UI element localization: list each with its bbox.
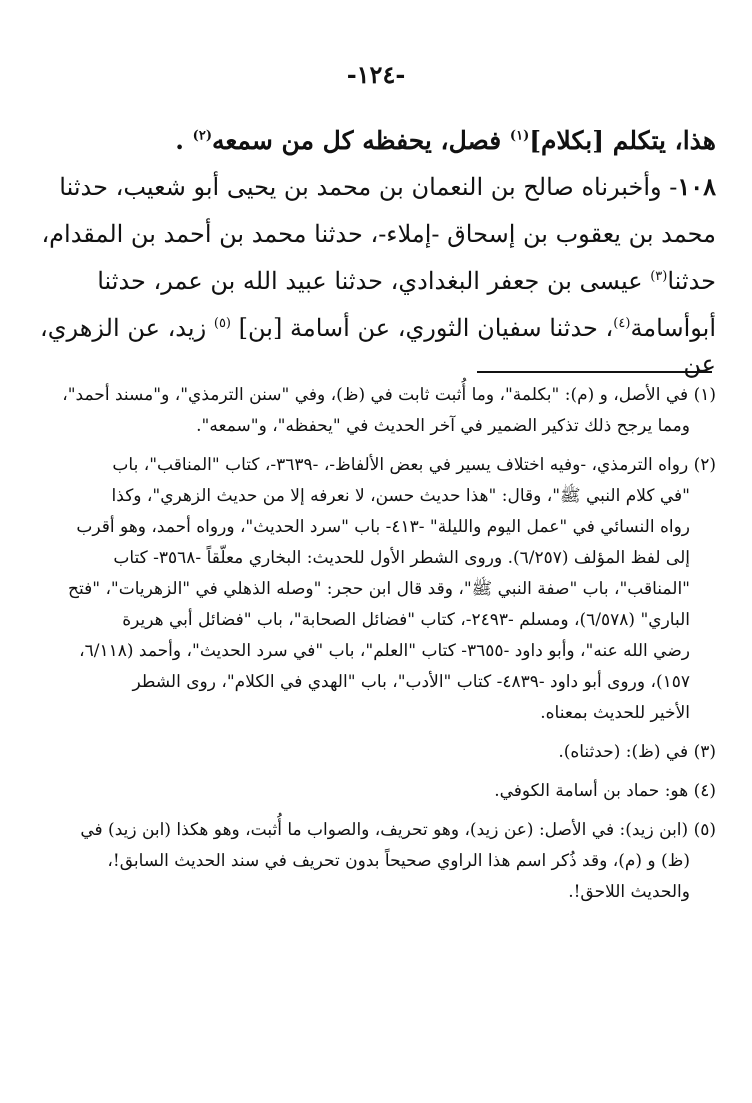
footnote-ref[interactable]: (١) — [509, 128, 530, 144]
footnote-2 — [40, 454, 716, 733]
footnote-line: "المناقب"، باب "صفة النبي ﷺ"، وقد قال ابن حجر: "وصله الذهلي في "الزهريات"، "فتح — [67, 579, 690, 599]
footnote-5 — [40, 819, 716, 912]
footnote-ref[interactable]: (٢) — [192, 128, 212, 144]
hadith-line — [40, 169, 716, 216]
hadith-text: - وأخبرناه صالح بن النعمان بن محمد بن يحيى أبو شعيب، حدثنا — [59, 173, 678, 201]
hadith-text: ، حدثنا سفيان الثوري، عن أسامة [بن] — [238, 314, 614, 342]
heading-text-2: فصل، يحفظه كل من سمعه — [211, 126, 502, 155]
heading-end: . — [175, 126, 184, 155]
footnote-ref[interactable]: (٥) — [213, 316, 231, 331]
footnote-3 — [40, 741, 716, 772]
footnote-line: رواه النسائي في "عمل اليوم والليلة" -٤١٣- باب "سرد الحديث"، ورواه أحمد، وهو أقرب — [76, 517, 690, 537]
footnote-line: رضي الله عنه"، وأبو داود -٣٦٥٥- كتاب "العلم"، باب "في سرد الحديث"، وأحمد (٦/١١٨، — [79, 641, 690, 661]
footnotes — [40, 384, 716, 920]
heading-text: هذا، يتكلم [بكلام] — [529, 126, 716, 155]
footnote-1 — [40, 384, 716, 446]
footnote-line: "في كلام النبي ﷺ"، وقال: "هذا حديث حسن، لا نعرفه إلا من حديث الزهري"، وكذا — [111, 486, 690, 506]
footnote-line: ١٥٧)، وروى أبو داود -٤٨٣٩- كتاب "الأدب"، باب "الهدي في الكلام"، روى الشطر — [132, 672, 690, 692]
footnote-line: الباري" (٦/٥٧٨)، ومسلم -٢٤٩٣-، كتاب "فضائل الصحابة"، باب "فضائل أبي هريرة — [122, 610, 690, 630]
hadith-line — [40, 263, 716, 310]
hadith-line: محمد بن يعقوب بن إسحاق -إملاء-، حدثنا محمد بن أحمد بن المقدام، — [41, 220, 716, 248]
hadith-line — [40, 310, 716, 378]
footnote-4 — [40, 780, 716, 811]
footnote-line: إلى لفظ المؤلف (٦/٢٥٧). وروى الشطر الأول للحديث: البخاري معلّقاً -٣٥٦٨- كتاب — [113, 548, 690, 568]
hadith-number: ١٠٨ — [677, 172, 716, 201]
main-text — [40, 122, 716, 378]
footnote-ref[interactable]: (٣) — [650, 269, 668, 284]
hadith-text: عيسى بن جعفر البغدادي، حدثنا عبيد الله بن عمر، حدثنا — [97, 267, 643, 295]
footnote-line: (١) في الأصل، و (م): "بكلمة"، وما أُثبت ثابت في (ظ)، وفي "سنن الترمذي"، و"مسند أحمد"، — [62, 385, 716, 405]
footnote-line: والحديث اللاحق!. — [568, 882, 690, 902]
footnote-line: (٥) (ابن زيد): في الأصل: (عن زيد)، وهو تحريف، والصواب ما أُثبت، وهو هكذا (ابن زيد) في — [80, 820, 716, 840]
hadith-text: أبوأسامة — [630, 314, 716, 342]
footnote-line: (٣) في (ظ): (حدثناه). — [558, 742, 716, 762]
hadith-text: حدثنا — [667, 267, 716, 295]
page-number: -١٢٤- — [346, 60, 406, 89]
hadith-text: زيد، عن الزهري، عن — [40, 314, 716, 378]
footnote-line: (٤) هو: حماد بن أسامة الكوفي. — [494, 781, 716, 801]
footnote-line: الأخير للحديث بمعناه. — [540, 703, 690, 723]
footnote-ref[interactable]: (٤) — [613, 316, 631, 331]
footnote-line: ومما يرجح ذلك تذكير الضمير في آخر الحديث في "يحفظه"، و"سمعه". — [196, 416, 690, 436]
footnote-line: (ظ) و (م)، وقد ذُكر اسم هذا الراوي صحيحاً بدون تحريف في سند الحديث السابق!، — [107, 851, 690, 871]
footnote-divider — [477, 371, 712, 373]
footnote-line: (٢) رواه الترمذي، -وفيه اختلاف يسير في بعض الألفاظ-، -٣٦٣٩-، كتاب "المناقب"، باب — [112, 455, 716, 475]
section-heading — [40, 122, 716, 169]
